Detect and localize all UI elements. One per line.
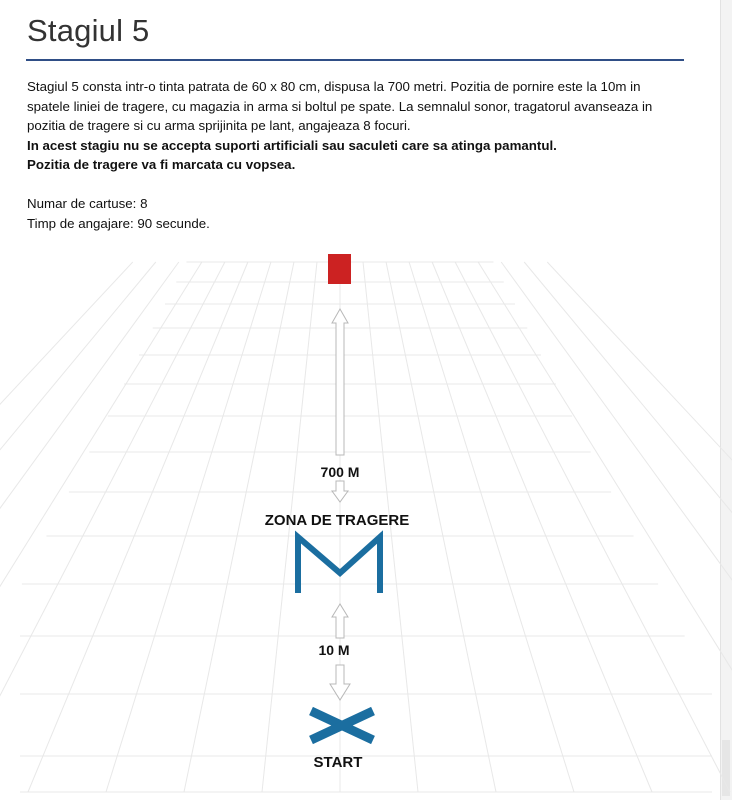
arrow-up-icon xyxy=(332,604,348,638)
rule-line-2: Pozitia de tragere va fi marcata cu vopsea. xyxy=(27,157,296,172)
paragraph-line-1: Stagiul 5 consta intr-o tinta patrata de 60 x 80 cm, dispusa la 700 metri. Pozitia de pornire este la 10m in xyxy=(27,79,641,94)
start-label: START xyxy=(313,754,363,771)
paragraph-line-3: pozitia de tragere si cu arma sprijinita pe lant, angajeaza 8 focuri. xyxy=(27,118,411,133)
rule-line-1: In acest stagiu nu se accepta suporti artificiali sau saculeti care sa atinga pamantul. xyxy=(27,137,557,153)
start-x-mark xyxy=(311,711,373,740)
firing-line-marker xyxy=(298,537,380,593)
distance-label-10: 10 M xyxy=(318,642,350,658)
engagement-time: Timp de angajare: 90 secunde. xyxy=(27,215,210,231)
arrow-down-icon xyxy=(332,481,348,502)
arrow-down-icon xyxy=(330,665,350,700)
page-title: Stagiul 5 xyxy=(27,13,150,48)
paragraph-line-2: spatele liniei de tragere, cu magazia in arma si boltul pe spate. La semnalul sonor, tragatorul avanseaza in xyxy=(27,98,653,114)
arrow-up-to-target xyxy=(332,309,348,455)
cartridge-count: Numar de cartuse: 8 xyxy=(27,196,148,211)
distance-label-700: 700 M xyxy=(320,464,360,480)
firing-zone-label: ZONA DE TRAGERE xyxy=(264,512,410,529)
target-square xyxy=(328,254,351,284)
